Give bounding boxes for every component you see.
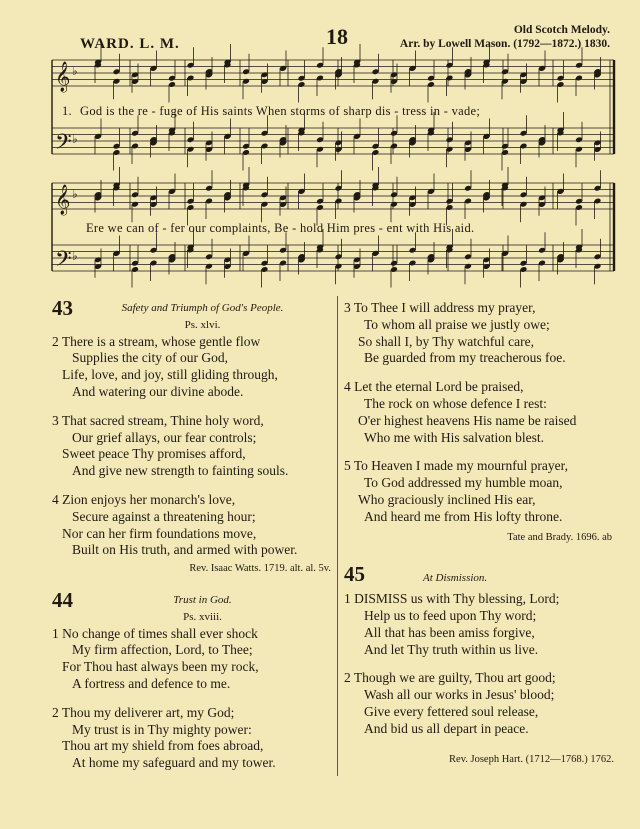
stanza-line: Nor can her firm foundations move, [62, 525, 257, 541]
flat-icon: ♭ [72, 249, 78, 263]
stanza-line: My trust is in Thy mighty power: [72, 721, 252, 737]
lyric-line-2: Ere we can of - fer our complaints, Be - hold Him pres - ent with His aid. [86, 221, 475, 235]
stanza-line: A fortress and defence to me. [72, 675, 231, 691]
music-score [0, 0, 640, 300]
stanza-line: Help us to feed upon Thy word; [364, 607, 537, 623]
stanza-line: Thou art my shield from foes abroad, [62, 738, 264, 754]
treble-clef-icon: 𝄞 [55, 62, 71, 92]
left-column [52, 296, 337, 772]
stanza-line: 2 There is a stream, whose gentle flow [52, 333, 261, 349]
hymn-43-title: Safety and Triumph of God's People. [121, 302, 284, 314]
stanza-line: 4 Let the eternal Lord be praised, [344, 379, 524, 395]
stanza-line: All that has been amiss forgive, [364, 624, 535, 640]
stanza-line: At home my safeguard and my tower. [72, 755, 276, 771]
stanza-line: My firm affection, Lord, to Thee; [72, 642, 253, 658]
stanza-line: Be guarded from my treacherous foe. [364, 350, 566, 366]
stanza-line: Secure against a threatening hour; [72, 508, 256, 524]
hymn-43-stanza-2 [52, 334, 337, 401]
hymn-43-psalm: Ps. xlvi. [184, 318, 221, 331]
tune-source-line-1: Old Scotch Melody. [513, 24, 610, 36]
hymn-44-stanza-5 [344, 458, 624, 525]
staff-lines [52, 60, 614, 277]
verse-label: 1. [62, 104, 72, 118]
notes [94, 44, 601, 288]
stanza-line: O'er highest heavens His name be raised [358, 412, 577, 428]
bass-clef-icon: 𝄢 [55, 130, 72, 160]
stanza-line: Wash all our works in Jesus' blood; [364, 687, 555, 703]
hymn-44-title: Trust in God. [173, 593, 232, 606]
stanza-line: 1 No change of times shall ever shock [52, 625, 258, 641]
flat-icon: ♭ [72, 64, 78, 78]
hymn-44-number: 44 [52, 587, 73, 612]
stanza-line: 3 To Thee I will address my prayer, [344, 300, 536, 315]
hymn-43-number: 43 [52, 296, 73, 320]
stanza-line: 3 That sacred stream, Thine holy word, [52, 412, 264, 428]
stanza-line: Sweet peace Thy promises afford, [62, 446, 246, 462]
hymn-45-stanza-1 [344, 591, 624, 658]
hymn-45-attribution: Rev. Joseph Hart. (1712—1768.) 1762. [449, 753, 614, 765]
hymn-44-attribution: Tate and Brady. 1696. ab [507, 531, 612, 543]
flat-icon: ♭ [72, 132, 78, 146]
hymn-45-number: 45 [344, 562, 365, 587]
stanza-line: Our grief allays, our fear controls; [72, 429, 257, 445]
stanza-line: Give every fettered soul release, [364, 703, 539, 719]
stanza-line: 5 To Heaven I made my mournful prayer, [344, 458, 568, 474]
treble-clef-icon: 𝄞 [55, 185, 71, 215]
tune-source-line-2: Arr. by Lowell Mason. (1792—1872.) 1830. [399, 38, 610, 50]
hymn-45-stanza-2 [344, 670, 624, 737]
tune-name: WARD. L. M. [80, 36, 180, 52]
hymn-43-attribution: Rev. Isaac Watts. 1719. alt. al. 5v. [189, 563, 331, 575]
stanza-line: 4 Zion enjoys her monarch's love, [52, 491, 236, 507]
hymn-44-stanza-3 [344, 300, 624, 367]
hymn-44-psalm: Ps. xviii. [183, 610, 222, 623]
stanza-line: 2 Though we are guilty, Thou art good; [344, 670, 556, 686]
stanza-line: Supplies the city of our God, [72, 350, 228, 366]
hymn-43-stanza-4 [52, 492, 337, 559]
stanza-line: 1 DISMISS us with Thy blessing, Lord; [344, 591, 560, 607]
stanza-line: To whom all praise we justly owe; [364, 316, 550, 332]
bass-clef-icon: 𝄢 [55, 247, 72, 277]
stanza-line: For Thou hast always been my rock, [62, 659, 259, 675]
lyric-line-1: God is the re - fuge of His saints When storms of sharp dis - tress in - vade; [80, 104, 481, 118]
column-divider [337, 296, 338, 776]
stanza-line: So shall I, by Thy watchful care, [358, 333, 534, 349]
stanza-line: The rock on whose defence I rest: [364, 395, 547, 411]
hymn-44-stanza-4 [344, 379, 624, 446]
stanza-line: And heard me from His lofty throne. [364, 508, 563, 524]
flat-icon: ♭ [72, 187, 78, 201]
hymn-44-stanza-1 [52, 626, 337, 693]
stanza-line: Life, love, and joy, still gliding through, [62, 367, 278, 383]
page-number: 18 [326, 24, 348, 49]
stanza-line: And let Thy truth within us live. [364, 641, 539, 657]
stanza-line: Who graciously inclined His ear, [358, 491, 536, 507]
stanza-line: And watering our divine abode. [72, 383, 244, 399]
stanza-line: To God addressed my humble moan, [364, 475, 563, 491]
hymn-45-title: At Dismission. [423, 572, 488, 585]
stanza-line: Built on His truth, and armed with power. [72, 542, 298, 558]
right-column [344, 300, 624, 768]
hymn-43-stanza-3 [52, 413, 337, 480]
hymn-44-stanza-2 [52, 705, 337, 772]
stanza-line: Who me with His salvation blest. [364, 429, 544, 445]
stanza-line: 2 Thou my deliverer art, my God; [52, 704, 235, 720]
stanza-line: And give new strength to fainting souls. [72, 463, 289, 479]
stanza-line: And bid us all depart in peace. [364, 720, 529, 736]
